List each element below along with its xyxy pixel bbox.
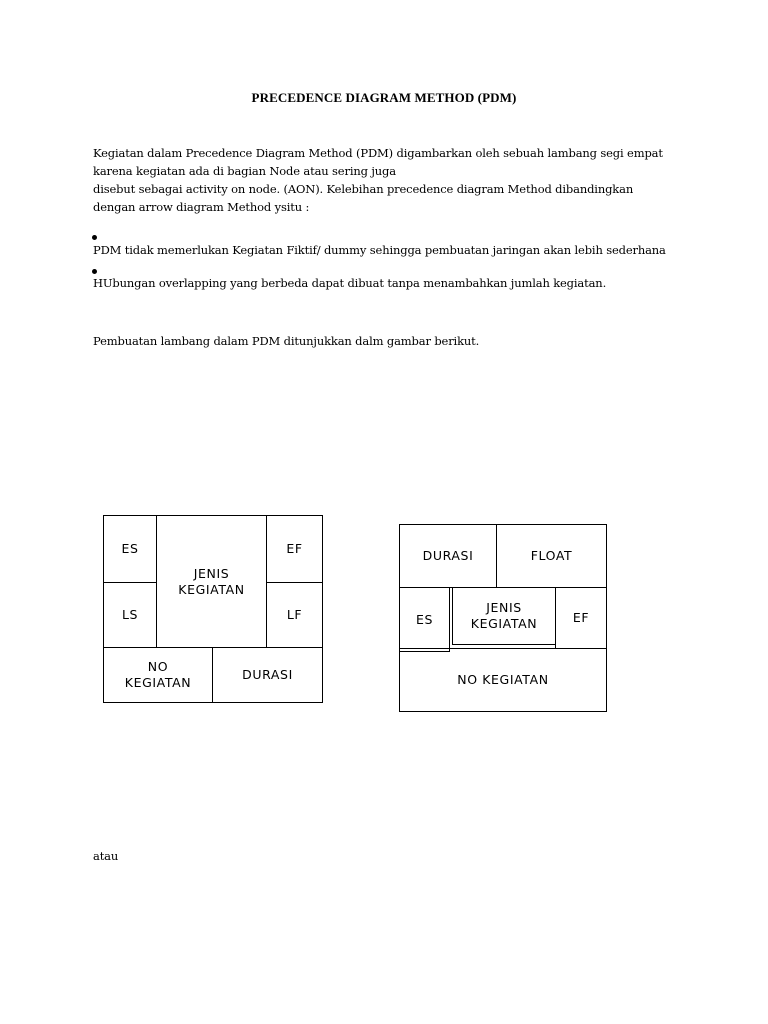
bullet-dot-icon — [92, 269, 97, 274]
cell-no-kegiatan: NO KEGIATAN — [103, 647, 213, 703]
cell-ef: EF — [555, 587, 607, 649]
paragraph-line: Kegiatan dalam Precedence Diagram Method (PDM) digambarkan oleh sebuah lambang segi empat — [93, 146, 663, 160]
cell-jenis-kegiatan: JENIS KEGIATAN — [452, 587, 556, 645]
paragraph-line: disebut sebagai activity on node. (AON). Kelebihan precedence diagram Method dibandingkan — [93, 182, 634, 196]
cell-es: ES — [103, 515, 157, 583]
bullet-item: HUbungan overlapping yang berbeda dapat dibuat tanpa menambahkan jumlah kegiatan. — [93, 276, 607, 290]
cell-durasi: DURASI — [399, 524, 497, 588]
cell-ls: LS — [103, 582, 157, 648]
cell-es: ES — [399, 587, 450, 652]
paragraph-line: dengan arrow diagram Method ysitu : — [93, 200, 310, 214]
paragraph-line: karena kegiatan ada di bagian Node atau sering juga — [93, 164, 396, 178]
page-title: PRECEDENCE DIAGRAM METHOD (PDM) — [251, 90, 517, 105]
cell-lf: LF — [266, 582, 323, 648]
pdm-node-diagram-2 — [399, 524, 607, 712]
paragraph: Pembuatan lambang dalam PDM ditunjukkan dalm gambar berikut. — [93, 334, 480, 348]
pdm-node-diagram-1 — [103, 515, 323, 703]
bullet-dot-icon — [92, 235, 97, 240]
bullet-item: PDM tidak memerlukan Kegiatan Fiktif/ dummy sehingga pembuatan jaringan akan lebih sederhana — [93, 243, 666, 257]
footer-text: atau — [93, 849, 119, 863]
cell-jenis-kegiatan: JENIS KEGIATAN — [156, 515, 267, 648]
cell-no-kegiatan: NO KEGIATAN — [399, 648, 607, 712]
cell-float: FLOAT — [496, 524, 607, 588]
cell-durasi: DURASI — [212, 647, 323, 703]
cell-ef: EF — [266, 515, 323, 583]
